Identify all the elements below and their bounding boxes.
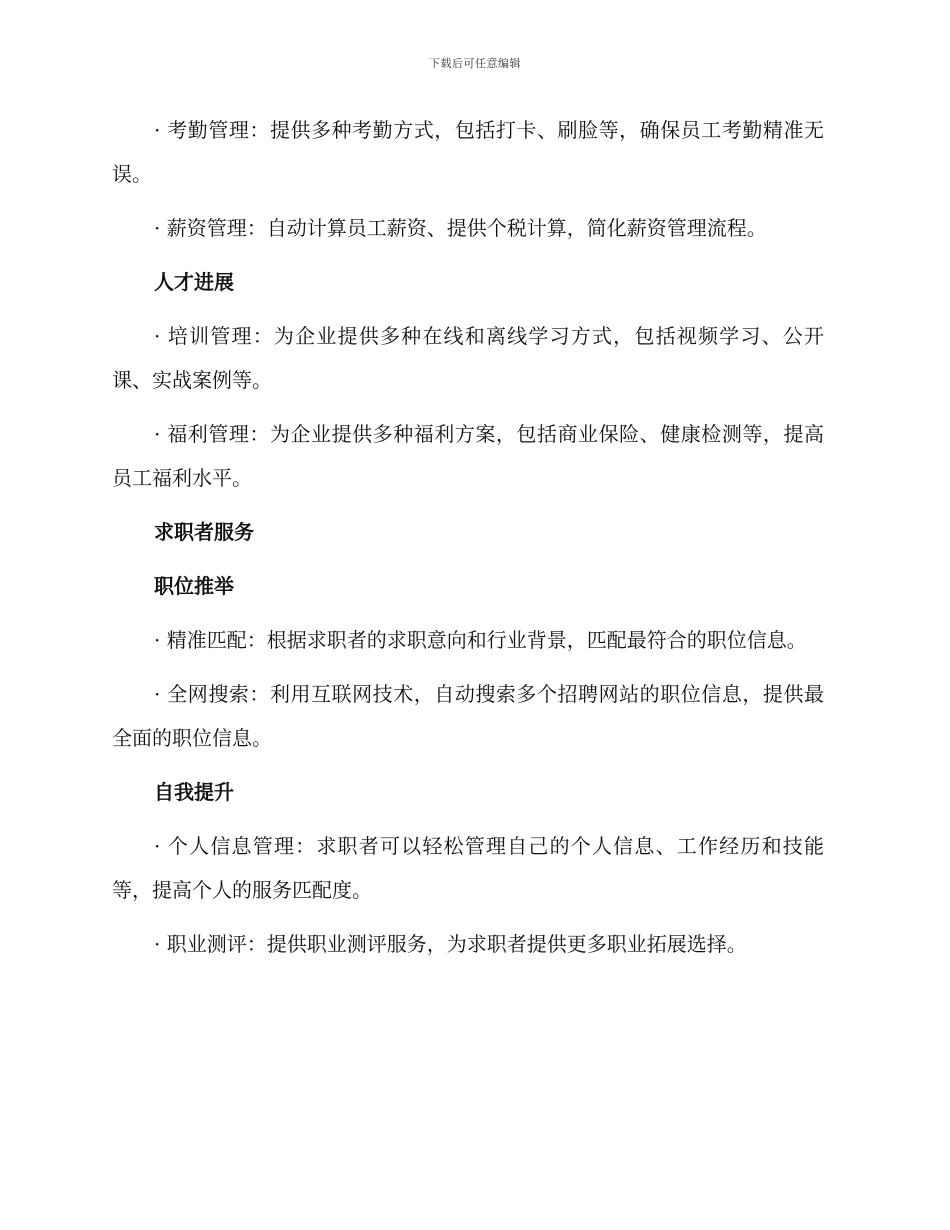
document-body: [112, 108, 824, 976]
paragraph-attendance: · 考勤管理：提供多种考勤方式，包括打卡、刷脸等，确保员工考勤精准无误。: [112, 118, 824, 186]
paragraph-web-search: · 全网搜索：利用互联网技术，自动搜索多个招聘网站的职位信息，提供最全面的职位信息。: [112, 682, 824, 750]
paragraph-welfare: · 福利管理：为企业提供多种福利方案，包括商业保险、健康检测等，提高员工福利水平。: [112, 422, 824, 490]
paragraph-training: · 培训管理：为企业提供多种在线和离线学习方式，包括视频学习、公开课、实战案例等。: [112, 324, 824, 392]
paragraph-personal-info: · 个人信息管理：求职者可以轻松管理自己的个人信息、工作经历和技能等，提高个人的服务匹配度。: [112, 834, 824, 902]
heading-job-seeker-services: 求职者服务: [154, 520, 254, 544]
paragraph-salary: · 薪资管理：自动计算员工薪资、提供个税计算，简化薪资管理流程。: [154, 216, 767, 240]
heading-self-improvement: 自我提升: [154, 780, 234, 804]
heading-talent-development: 人才进展: [154, 270, 234, 294]
paragraph-precise-matching: · 精准匹配：根据求职者的求职意向和行业背景，匹配最符合的职位信息。: [154, 628, 807, 652]
heading-job-recommendation: 职位推举: [154, 574, 234, 598]
page-header-note: 下载后可任意编辑: [429, 57, 521, 70]
paragraph-career-assessment: · 职业测评：提供职业测评服务，为求职者提供更多职业拓展选择。: [154, 932, 747, 956]
